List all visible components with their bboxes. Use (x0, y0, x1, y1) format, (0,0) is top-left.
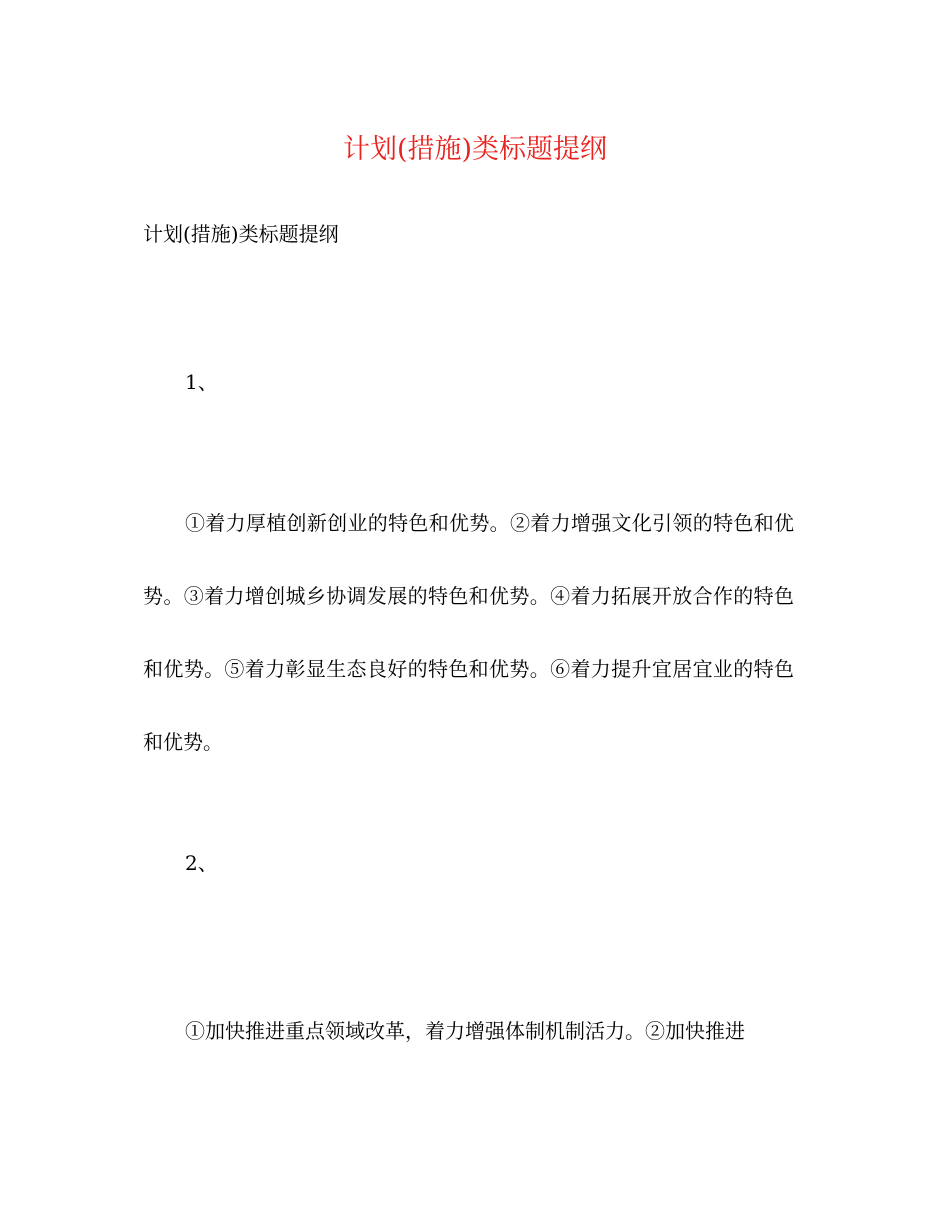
section-number: 1、 (185, 370, 218, 394)
section-paragraph: ①着力厚植创新创业的特色和优势。②着力增强文化引领的特色和优势。③着力增创城乡协调发展的特色和优势。④着力拓展开放合作的特色和优势。⑤着力彰显生态良好的特色和优势。⑥着力提升宜居宜业的特色和优势。 (143, 511, 794, 754)
page-title: 计划(措施)类标题提纲 (342, 134, 608, 165)
document-subtitle: 计划(措施)类标题提纲 (143, 222, 339, 246)
section-number: 2、 (185, 851, 218, 875)
section-paragraph: ①加快推进重点领域改革，着力增强体制机制活力。②加快推进 (185, 1019, 745, 1043)
